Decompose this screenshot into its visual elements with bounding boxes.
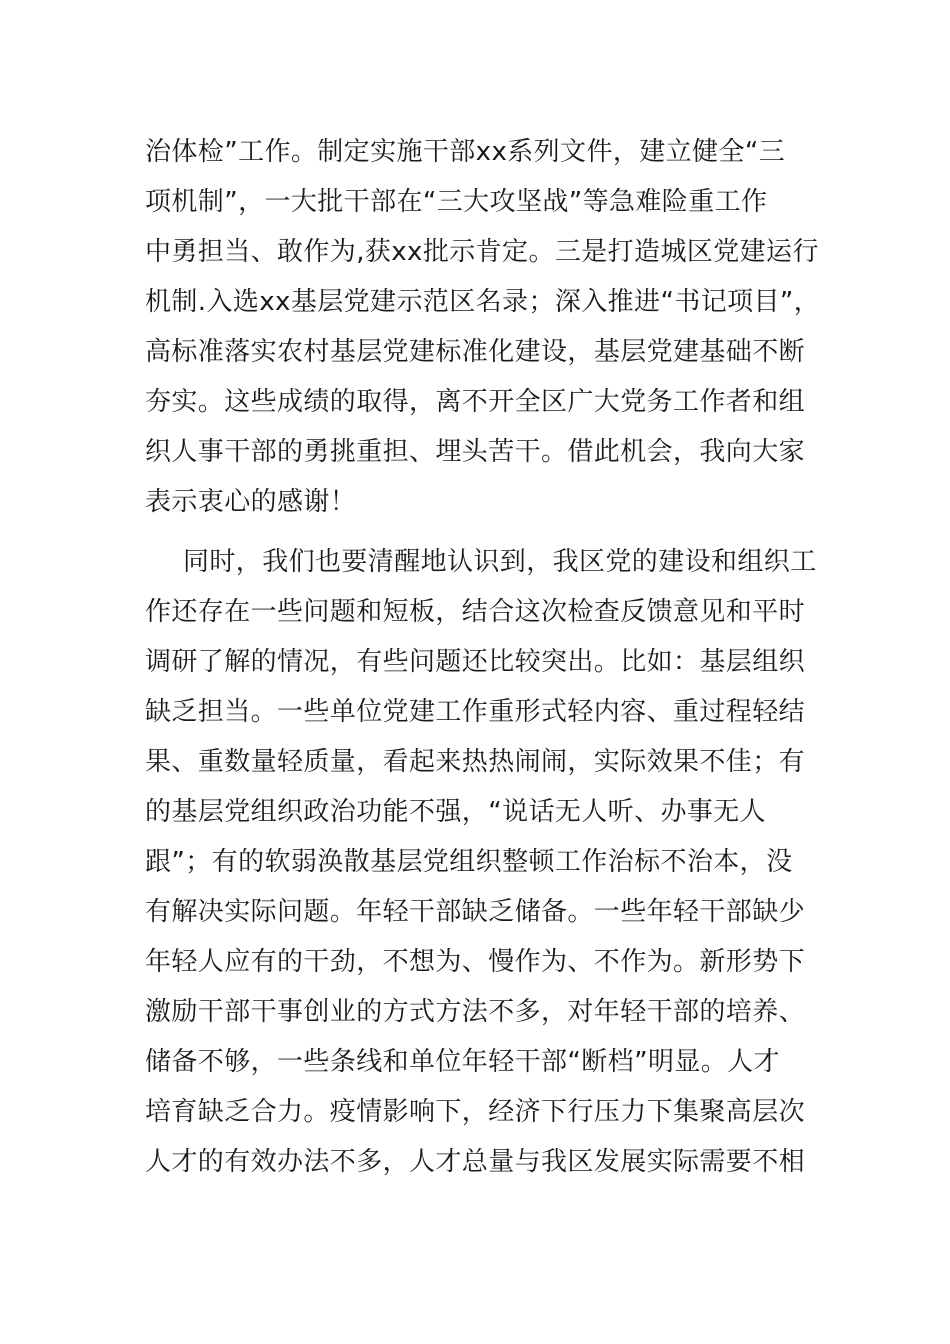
text-line: 调研了解的情况，有些问题还比较突出。比如：基层组织 (145, 647, 806, 677)
text-line: 织人事干部的勇挑重担、埋头苦干。借此机会，我向大家 (145, 437, 806, 467)
text-line: 激励干部干事创业的方式方法不多，对年轻干部的培养、 (145, 997, 806, 1027)
text-line: 培育缺乏合力。疫情影响下，经济下行压力下集聚高层次 (145, 1097, 806, 1127)
text-line: 果、重数量轻质量，看起来热热闹闹，实际效果不佳；有 (145, 747, 806, 777)
paragraph-first-line: 同时，我们也要清醒地认识到，我区党的建设和组织工 (183, 547, 817, 577)
text-line: 缺乏担当。一些单位党建工作重形式轻内容、重过程轻结 (145, 697, 806, 727)
text-line: 年轻人应有的干劲，不想为、慢作为、不作为。新形势下 (145, 947, 806, 977)
text-line: 的基层党组织政治功能不强，“说话无人听、办事无人 (145, 797, 767, 827)
text-line: 储备不够，一些条线和单位年轻干部“断档”明显。人才 (145, 1047, 780, 1077)
text-line: 中勇担当、敢作为,获xx批示肯定。三是打造城区党建运行 (145, 237, 819, 267)
text-line: 项机制”，一大批干部在“三大攻坚战”等急难险重工作 (145, 187, 768, 217)
text-line: 人才的有效办法不多，人才总量与我区发展实际需要不相 (145, 1147, 806, 1177)
text-line: 夯实。这些成绩的取得，离不开全区广大党务工作者和组 (145, 387, 806, 417)
text-line: 表示衷心的感谢！ (145, 487, 357, 517)
text-line: 高标准落实农村基层党建标准化建设，基层党建基础不断 (145, 337, 806, 367)
text-line: 治体检”工作。制定实施干部xx系列文件，建立健全“三 (145, 137, 786, 167)
text-line: 有解决实际问题。年轻干部缺乏储备。一些年轻干部缺少 (145, 897, 806, 927)
text-line: 跟”；有的软弱涣散基层党组织整顿工作治标不治本，没 (145, 847, 793, 877)
text-line: 作还存在一些问题和短板，结合这次检查反馈意见和平时 (145, 597, 806, 627)
text-line: 机制.入选xx基层党建示范区名录；深入推进“书记项目”， (145, 287, 821, 317)
